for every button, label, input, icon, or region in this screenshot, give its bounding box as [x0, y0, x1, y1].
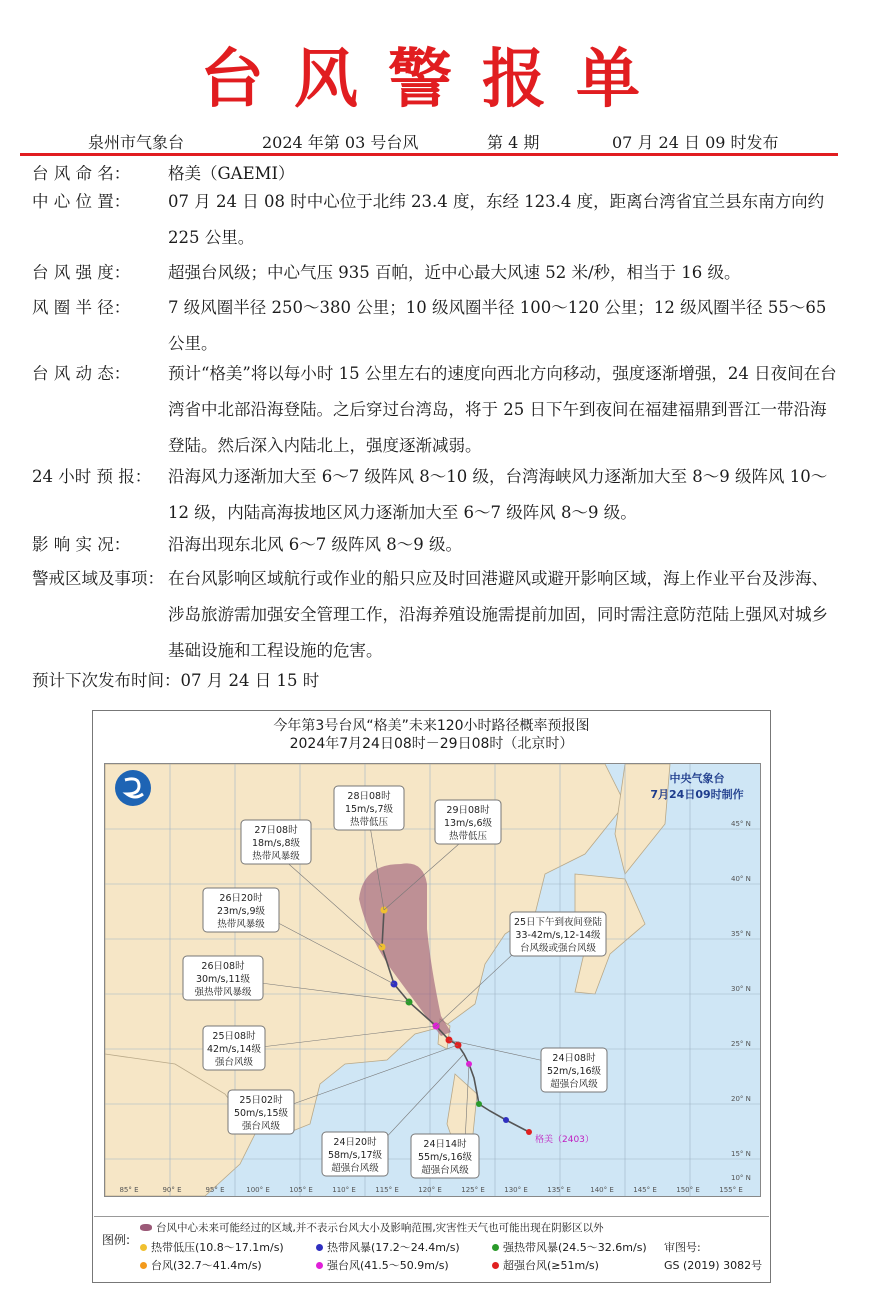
lon-tick: 125° E [461, 1186, 485, 1194]
map-title-line2: 2024年7月24日08时－29日08时（北京时） [289, 736, 574, 752]
callout-level: 热带风暴级 [217, 919, 265, 930]
item-position [32, 184, 842, 256]
callout-wind: 58m/s,17级 [327, 1150, 383, 1161]
callout-time: 24日14时 [423, 1139, 467, 1150]
item-text: 7 级风圈半径 250～380 公里；10 级风圈半径 100～120 公里；12 级风圈半径 55～65 公里。 [168, 298, 827, 353]
legend-item [140, 1239, 284, 1255]
area-swatch [140, 1224, 152, 1231]
item-text: 沿海出现东北风 6～7 级阵风 8～9 级。 [168, 535, 462, 554]
legend-item-text: 台风(32.7～41.4m/s) [151, 1259, 262, 1272]
callout-level: 强台风级 [241, 1121, 281, 1132]
callout-wind: 55m/s,16级 [417, 1152, 473, 1163]
lon-tick: 110° E [332, 1186, 356, 1194]
callout-wind: 33-42m/s,12-14级 [515, 930, 601, 941]
header-meta [0, 130, 870, 152]
callout-time: 28日08时 [347, 791, 391, 802]
item-label: 警戒区域及事项： [32, 569, 164, 588]
callout-level: 热带风暴级 [252, 851, 300, 862]
callout-wind: 30m/s,11级 [195, 974, 251, 985]
legend-swatch [492, 1262, 499, 1269]
lat-tick: 40° N [731, 875, 751, 883]
legend-item [492, 1257, 599, 1273]
item-text: 超强台风级；中心气压 935 百帕，近中心最大风速 52 米/秒，相当于 16 级。 [168, 263, 741, 282]
lon-tick: 105° E [289, 1186, 313, 1194]
legend-swatch [140, 1244, 147, 1251]
forecast-map [104, 763, 761, 1197]
map-produced-time: 7月24日09时制作 [650, 788, 744, 801]
lon-tick: 90° E [162, 1186, 182, 1194]
callout-wind: 18m/s,8级 [251, 838, 301, 849]
legend-item-text: 强热带风暴(24.5～32.6m/s) [503, 1241, 647, 1254]
track-point [526, 1129, 532, 1135]
forecast-map-figure [92, 710, 771, 1283]
approval-label: 审图号: [664, 1241, 701, 1254]
lon-tick: 95° E [205, 1186, 225, 1194]
item-text: 沿海风力逐渐加大至 6～7 级阵风 8～10 级，台湾海峡风力逐渐加大至 8～9 级阵风 10～12 级，内陆高海拔地区风力逐渐加大至 6～7 级阵风 8～9 级。 [168, 467, 828, 522]
track-point [503, 1117, 509, 1123]
issue-time: 07 月 24 日 09 时发布 [612, 133, 779, 152]
callout-wind: 42m/s,14级 [206, 1044, 262, 1055]
callout-time: 24日20时 [333, 1137, 377, 1148]
lat-tick: 10° N [731, 1174, 751, 1182]
legend-area [140, 1220, 604, 1235]
lat-tick: 45° N [731, 820, 751, 828]
lat-tick: 35° N [731, 930, 751, 938]
lon-tick: 115° E [375, 1186, 399, 1194]
item-text: 07 月 24 日 15 时 [180, 671, 320, 690]
callout-wind: 15m/s,7级 [344, 804, 394, 815]
lon-tick: 145° E [633, 1186, 657, 1194]
item-text: 07 月 24 日 08 时中心位于北纬 23.4 度，东经 123.4 度，距离台湾省宜兰县东南方向约 225 公里。 [168, 192, 825, 247]
approval-number: GS (2019) 3082号 [664, 1259, 763, 1272]
legend-label: 图例: [102, 1233, 131, 1247]
lon-tick: 120° E [418, 1186, 442, 1194]
callout-level: 超强台风级 [421, 1165, 469, 1176]
legend-swatch [316, 1262, 323, 1269]
cma-logo-mark [115, 770, 151, 806]
callout-time: 26日08时 [201, 961, 245, 972]
legend-item-text: 热带低压(10.8～17.1m/s) [151, 1241, 284, 1254]
map-svg [105, 764, 760, 1196]
item-text: 在台风影响区域航行或作业的船只应及时回港避风或避开影响区域，海上作业平台及涉海、涉岛旅游需加强安全管理工作，沿海养殖设施需提前加固，同时需注意防范陆上强风对城乡基础设施和工程设施的危害。 [168, 569, 828, 660]
legend-swatch [316, 1244, 323, 1251]
callout-time: 26日20时 [219, 893, 263, 904]
map-legend [94, 1216, 769, 1280]
callout-time: 25日下午到夜间登陆 [513, 917, 603, 928]
lat-tick: 15° N [731, 1150, 751, 1158]
callout-time: 27日08时 [254, 825, 298, 836]
callout-level: 超强台风级 [550, 1079, 598, 1090]
item-impact [32, 527, 842, 563]
callout-wind: 13m/s,6级 [443, 818, 493, 829]
typhoon-number: 2024 年第 03 号台风 [262, 133, 419, 152]
item-wind-radius [32, 290, 842, 362]
item-label: 中 心 位 置： [32, 192, 131, 211]
legend-item [140, 1257, 262, 1273]
lon-tick: 135° E [547, 1186, 571, 1194]
typhoon-name-label: 格美（2403） [535, 1135, 594, 1145]
item-label: 台 风 命 名： [32, 164, 131, 183]
lat-tick: 30° N [731, 985, 751, 993]
callout-level: 强台风级 [214, 1057, 254, 1068]
map-producer: 中央气象台 [669, 772, 725, 785]
legend-swatch [140, 1262, 147, 1269]
map-title-line1: 今年第3号台风“格美”未来120小时路径概率预报图 [273, 718, 590, 734]
callout-time: 25日08时 [212, 1031, 256, 1042]
item-next-release [32, 663, 842, 699]
map-title [93, 717, 770, 753]
callout-wind: 23m/s,9级 [216, 906, 266, 917]
legend-item-text: 强台风(41.5～50.9m/s) [327, 1259, 449, 1272]
item-label: 预计下次发布时间： [32, 671, 181, 690]
lat-tick: 20° N [731, 1095, 751, 1103]
legend-swatch [492, 1244, 499, 1251]
item-label: 台 风 动 态： [32, 364, 131, 383]
item-movement [32, 356, 842, 464]
lon-tick: 155° E [719, 1186, 743, 1194]
lon-ticks [119, 1186, 742, 1194]
cma-logo [115, 770, 151, 806]
callout-wind: 52m/s,16级 [546, 1066, 602, 1077]
item-warning [32, 561, 842, 669]
legend-item [492, 1239, 647, 1255]
callout-wind: 50m/s,15级 [233, 1108, 289, 1119]
page-title: 台风警报单 [200, 43, 670, 117]
lon-tick: 85° E [119, 1186, 139, 1194]
item-label: 台 风 强 度： [32, 263, 131, 282]
item-label: 影 响 实 况： [32, 535, 131, 554]
item-forecast [32, 459, 842, 531]
issuer: 泉州市气象台 [88, 133, 185, 152]
callout-time: 25日02时 [239, 1095, 283, 1106]
issue-number: 第 4 期 [487, 133, 540, 152]
callout-level: 热带低压 [349, 817, 389, 828]
legend-item [316, 1257, 449, 1273]
legend-item-text: 超强台风(≥51m/s) [503, 1259, 599, 1272]
callout-level: 超强台风级 [331, 1163, 379, 1174]
lon-tick: 130° E [504, 1186, 528, 1194]
lon-tick: 150° E [676, 1186, 700, 1194]
callout-level: 热带低压 [448, 831, 488, 842]
lon-tick: 100° E [246, 1186, 270, 1194]
item-text: 格美（GAEMI） [168, 164, 295, 183]
legend-area-text: 台风中心未来可能经过的区域,并不表示台风大小及影响范围,灾害性天气也可能出现在阴影区以外 [156, 1222, 604, 1234]
lat-tick: 25° N [731, 1040, 751, 1048]
callout-level: 强热带风暴级 [194, 987, 252, 998]
callout-time: 29日08时 [446, 805, 490, 816]
item-intensity [32, 255, 842, 291]
item-label: 24 小时 预 报： [32, 467, 152, 486]
track-point [476, 1101, 482, 1107]
item-text: 预计“格美”将以每小时 15 公里左右的速度向西北方向移动，强度逐渐增强，24 日夜间在台湾省中北部沿海登陆。之后穿过台湾岛，将于 25 日下午到夜间在福建福鼎到晋江一带沿海登陆。然后深入内陆北上，强度逐渐减弱。 [168, 364, 837, 455]
item-label: 风 圈 半 径： [32, 298, 131, 317]
lon-tick: 140° E [590, 1186, 614, 1194]
legend-item [316, 1239, 460, 1255]
legend-item-text: 热带风暴(17.2～24.4m/s) [327, 1241, 460, 1254]
callout-time: 24日08时 [552, 1053, 596, 1064]
callout-level: 台风级或强台风级 [519, 943, 597, 954]
